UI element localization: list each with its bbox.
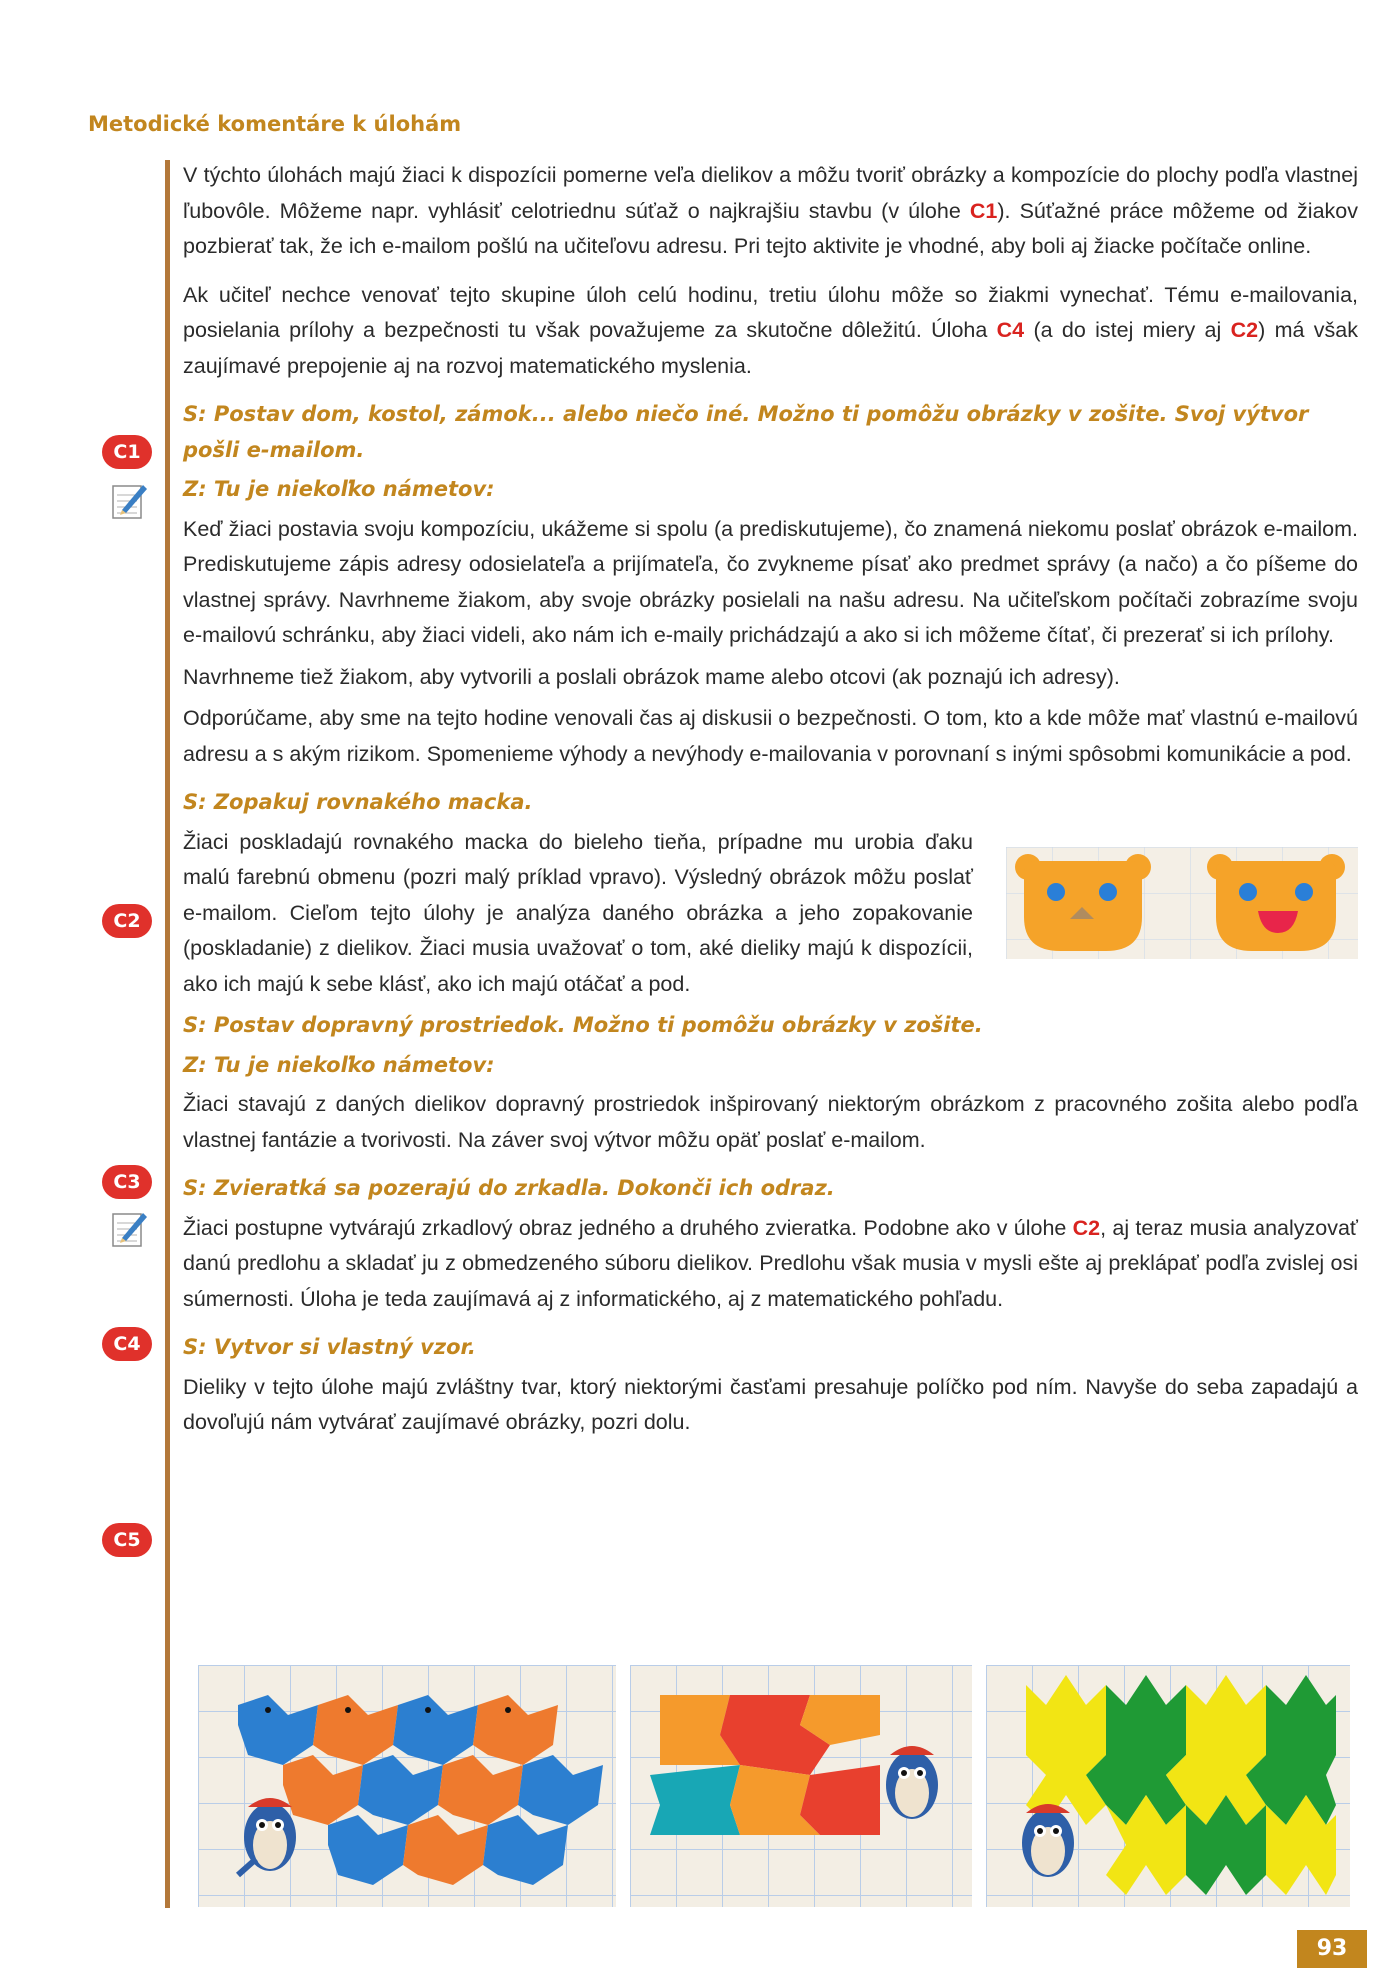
c1-paragraph-3: Odporúčame, aby sme na tejto hodine venovali čas aj diskusii o bezpečnosti. O tom, kto a kde môže mať vlastnú e-mailovú adresu a s akým rizikom. Spomenieme výhody a nevýhody e-mailovania v porovnaní s inými spôsobmi komunikácie a pod. bbox=[183, 706, 1358, 766]
penguin-character-icon bbox=[886, 1746, 938, 1819]
task-reference: C1 bbox=[969, 198, 998, 223]
task-badge-c1: C1 bbox=[102, 435, 152, 469]
task-c3-student: S: Postav dopravný prostriedok. Možno ti pomôžu obrázky v zošite. bbox=[183, 1013, 983, 1037]
page-number: 93 bbox=[1297, 1930, 1367, 1968]
task-badge-c2: C2 bbox=[102, 904, 152, 938]
task-c3-workbook: Z: Tu je niekoľko námetov: bbox=[183, 1052, 495, 1077]
task-badge-c3: C3 bbox=[102, 1165, 152, 1199]
task-badge-c4: C4 bbox=[102, 1327, 152, 1361]
tessellation-illustrations bbox=[198, 1665, 1350, 1907]
intro-paragraph-2 bbox=[183, 278, 1358, 385]
task-c5-student: S: Vytvor si vlastný vzor. bbox=[183, 1335, 476, 1359]
task-reference: C2 bbox=[1072, 1215, 1101, 1240]
text: Ak učiteľ nechce venovať tejto skupine úloh celú hodinu, tretiu úlohu môže so žiakmi vynechať. Tému e-mailovania, posielania prílohy a bezpečnosti tu však považujeme za skutočne dôležitú. Úloha bbox=[183, 282, 1358, 342]
tessellation-zigzag bbox=[986, 1665, 1350, 1907]
task-c4-student: S: Zvieratká sa pozerajú do zrkadla. Dokonči ich odraz. bbox=[183, 1176, 835, 1200]
text: ). Súťažné práce môžeme od žiakov pozbierať tak, že ich e-mailom pošlú na učiteľovu adresu. Pri tejto aktivite je vhodné, aby boli aj žiacke počítače online. bbox=[183, 198, 1358, 258]
c2-paragraph-1: Žiaci poskladajú rovnakého macka do bieleho tieňa, prípadne mu urobia ďaku malú farebnú obmenu (pozri malý príklad vpravo). Výsledný obrázok môžu poslať e-mailom. Cieľom tejto úlohy je analýza daného obrázka a jeho zopakovanie (poskladanie) z dielikov. Žiaci musia uvažovať o tom, aké dieliky majú k dispozícii, ako ich majú k sebe klásť, ako ich majú otáčať a pod. bbox=[183, 829, 973, 996]
tessellation-birds bbox=[198, 1665, 616, 1907]
notebook-pencil-icon bbox=[110, 480, 148, 520]
c5-paragraph-1: Dieliky v tejto úlohe majú zvláštny tvar, ktorý niektorými časťami presahuje políčko pod ním. Navyše do seba zapadajú a dovoľujú nám vytvárať zaujímavé obrázky, pozri dolu. bbox=[183, 1374, 1358, 1434]
intro-paragraph-1 bbox=[183, 158, 1358, 265]
c2-block bbox=[183, 825, 1358, 1009]
penguin-character-icon bbox=[238, 1798, 296, 1875]
c3-paragraph-1: Žiaci stavajú z daných dielikov dopravný prostriedok inšpirovaný niektorým obrázkom z pracovného zošita alebo podľa vlastnej fantázie a tvorivosti. Na záver svoj výtvor môžu opäť poslať e-mailom. bbox=[183, 1092, 1358, 1152]
penguin-character-icon bbox=[1022, 1804, 1074, 1877]
text: V týchto úlohách majú žiaci k dispozícii pomerne veľa dielikov a môžu tvoriť obrázky a kompozície do plochy podľa vlastnej ľubovôle. Môžeme napr. vyhlásiť celotriednu súťaž o najkrajšiu stavbu (v úlohe bbox=[183, 163, 1358, 223]
c1-paragraph-1: Keď žiaci postavia svoju kompozíciu, ukážeme si spolu (a prediskutujeme), čo znamená niekomu poslať obrázok e-mailom. Prediskutujeme zápis adresy odosielateľa a prijímateľa, čo zvykneme písať ako predmet správy (a načo) a čo píšeme do vlastnej správy. Navrhneme žiakom, aby svoje obrázky posielali na našu adresu. Na učiteľskom počítači zobrazíme svoju e-mailovú schránku, aby žiaci videli, ako nám ich e-maily prichádzajú a ako si ich môžeme čítať, či prezerať si ich prílohy. bbox=[183, 516, 1358, 647]
text: (a do istej miery aj bbox=[1024, 318, 1231, 342]
bear-faces-illustration bbox=[1006, 847, 1358, 959]
notebook-pencil-icon bbox=[110, 1208, 148, 1248]
task-c2-student: S: Zopakuj rovnakého macka. bbox=[183, 790, 533, 814]
text: , aj teraz musia analyzovať danú predlohu a skladať ju z obmedzeného súboru dielikov. Predlohu však musia v mysli ešte aj preklápať podľa zvislej osi súmernosti. Úloha je teda zaujímavá aj z informatického, aj z matematického pohľadu. bbox=[183, 1215, 1358, 1311]
task-c1-workbook: Z: Tu je niekoľko námetov: bbox=[183, 477, 495, 501]
text: Žiaci postupne vytvárajú zrkadlový obraz jedného a druhého zvieratka. Podobne ako v úlohe bbox=[183, 1215, 1073, 1240]
tessellation-blocks bbox=[630, 1665, 972, 1907]
c4-paragraph-1 bbox=[183, 1211, 1358, 1318]
text: ) má však zaujímavé prepojenie aj na rozvoj matematického myslenia. bbox=[183, 318, 1358, 378]
task-reference: C2 bbox=[1230, 318, 1259, 342]
bear-face-left bbox=[1015, 854, 1151, 951]
section-title: Metodické komentáre k úlohám bbox=[88, 112, 462, 136]
c1-paragraph-2: Navrhneme tiež žiakom, aby vytvorili a poslali obrázok mame alebo otcovi (ak poznajú ich adresy). bbox=[183, 664, 1120, 689]
vertical-rule bbox=[165, 160, 170, 1908]
bear-face-right bbox=[1207, 854, 1345, 951]
task-badge-c5: C5 bbox=[102, 1523, 152, 1557]
main-content bbox=[183, 158, 1358, 1454]
task-reference: C4 bbox=[996, 318, 1025, 342]
task-c1-student: S: Postav dom, kostol, zámok... alebo niečo iné. Možno ti pomôžu obrázky v zošite. Svoj výtvor pošli e-mailom. bbox=[183, 402, 1309, 462]
